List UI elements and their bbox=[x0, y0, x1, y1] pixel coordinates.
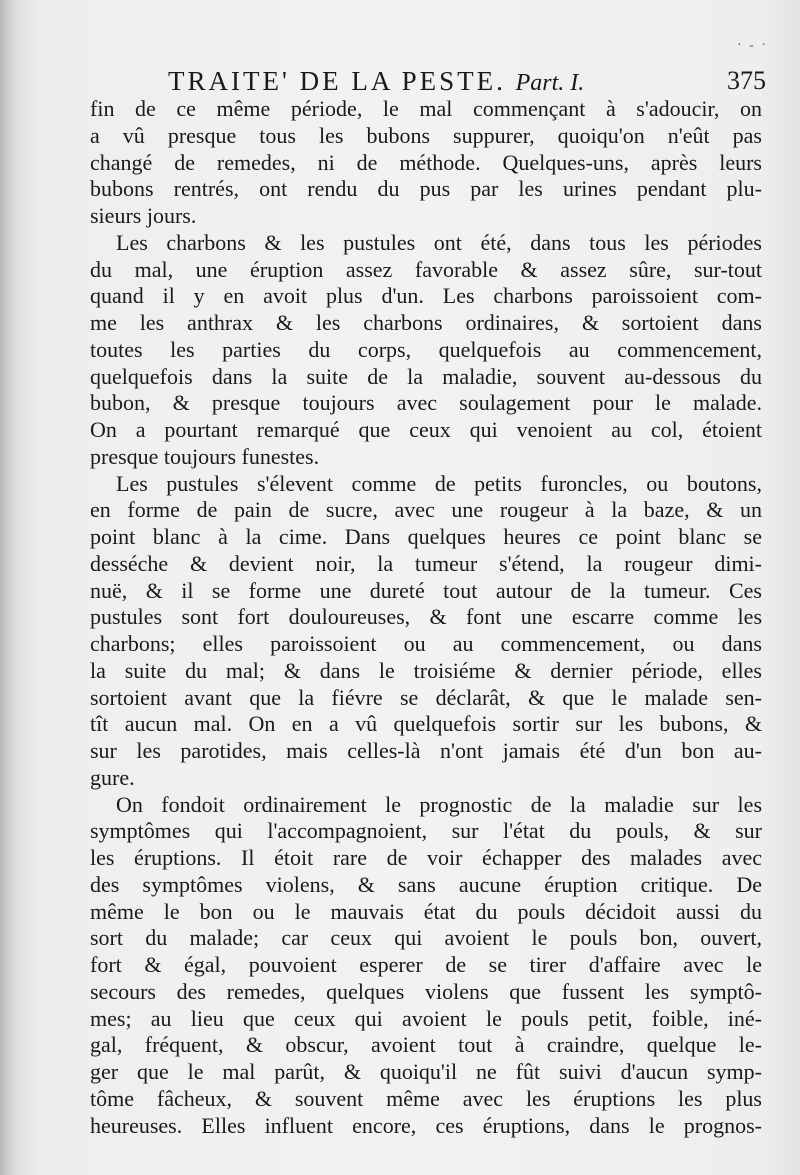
text-line: pustules sont fort douloureuses, & font une escarre comme les bbox=[90, 604, 762, 630]
text-line: gal, fréquent, & obscur, avoient tout à craindre, quelque le- bbox=[90, 1032, 762, 1058]
text-line: symptômes qui l'accompagnoient, sur l'état du pouls, & sur bbox=[90, 818, 762, 844]
text-line: sieurs jours. bbox=[90, 203, 197, 228]
text-line: quand il y en avoit plus d'un. Les charbons paroissoient com- bbox=[90, 283, 762, 309]
title-text: TRAITE' DE LA PESTE. bbox=[168, 66, 506, 96]
text-line: charbons; elles paroissoient ou au commencement, ou dans bbox=[90, 631, 762, 656]
text-line: du mal, une éruption assez favorable & assez sûre, sur-tout bbox=[90, 256, 762, 282]
text-line: sortoient avant que la fiévre se déclarât, & que le malade sen- bbox=[90, 684, 762, 710]
text-line: sur les parotides, mais celles-là n'ont jamais été d'un bon au- bbox=[90, 738, 762, 763]
text-line: fort & égal, pouvoient esperer de se tirer d'affaire avec le bbox=[90, 952, 762, 977]
part-label: Part. I. bbox=[515, 70, 585, 96]
text-line: mes; au lieu que ceux qui avoient le pouls petit, foible, iné- bbox=[90, 1005, 762, 1031]
text-line: toutes les parties du corps, quelquefois au commencement, bbox=[90, 336, 762, 362]
text-line: nuë, & il se forme une dureté tout autour de la tumeur. Ces bbox=[90, 577, 762, 603]
body-text bbox=[90, 96, 762, 1139]
text-line: changé de remedes, ni de méthode. Quelques-uns, après leurs bbox=[90, 149, 762, 175]
text-line: secours des remedes, quelques violens que fussent les symptô- bbox=[90, 978, 762, 1004]
text-line: fin de ce même période, le mal commençant à s'adoucir, on bbox=[90, 96, 762, 121]
text-line: Les charbons & les pustules ont été, dans tous les périodes bbox=[116, 229, 762, 255]
text-line: tôme fâcheux, & souvent même avec les éruptions les plus bbox=[90, 1085, 762, 1111]
text-line: même le bon ou le mauvais état du pouls décidoit aussi du bbox=[90, 898, 762, 924]
text-line: heureuses. Elles influent encore, ces éruptions, dans le prognos- bbox=[90, 1112, 762, 1138]
running-title bbox=[168, 66, 584, 97]
page-number: 375 bbox=[727, 66, 766, 95]
text-line: Les pustules s'élevent comme de petits furoncles, ou boutons, bbox=[116, 470, 762, 496]
text-line: On a pourtant remarqué que ceux qui venoient au col, étoient bbox=[90, 417, 762, 442]
text-line: les éruptions. Il étoit rare de voir échapper des malades avec bbox=[90, 845, 762, 870]
text-line: On fondoit ordinairement le prognostic de la maladie sur les bbox=[116, 791, 762, 817]
text-line: en forme de pain de sucre, avec une rougeur à la baze, & un bbox=[90, 497, 762, 523]
text-line: desséche & devient noir, la tumeur s'étend, la rougeur dimi- bbox=[90, 550, 762, 576]
text-line: tît aucun mal. On en a vû quelquefois sortir sur les bubons, & bbox=[90, 711, 762, 737]
text-line: sort du malade; car ceux qui avoient le pouls bon, ouvert, bbox=[90, 925, 762, 951]
text-line: point blanc à la cime. Dans quelques heures ce point blanc se bbox=[90, 524, 762, 549]
text-line: quelquefois dans la suite de la maladie, souvent au-dessous du bbox=[90, 363, 762, 389]
text-line: la suite du mal; & dans le troisiéme & dernier période, elles bbox=[90, 657, 762, 683]
text-line: bubons rentrés, ont rendu du pus par les urines pendant plu- bbox=[90, 176, 762, 202]
text-line: ger que le mal parût, & quoiqu'il ne fût suivi d'aucun symp- bbox=[90, 1059, 762, 1084]
corner-mark: · - · bbox=[737, 38, 768, 53]
text-line: bubon, & presque toujours avec soulagement pour le malade. bbox=[90, 390, 762, 416]
text-line: a vû presque tous les bubons suppurer, quoiqu'on n'eût pas bbox=[90, 122, 762, 148]
text-line: me les anthrax & les charbons ordinaires, & sortoient dans bbox=[90, 310, 762, 335]
text-line: des symptômes violens, & sans aucune éruption critique. De bbox=[90, 871, 762, 897]
text-line: presque toujours funestes. bbox=[90, 443, 320, 469]
text-line: gure. bbox=[90, 764, 135, 790]
